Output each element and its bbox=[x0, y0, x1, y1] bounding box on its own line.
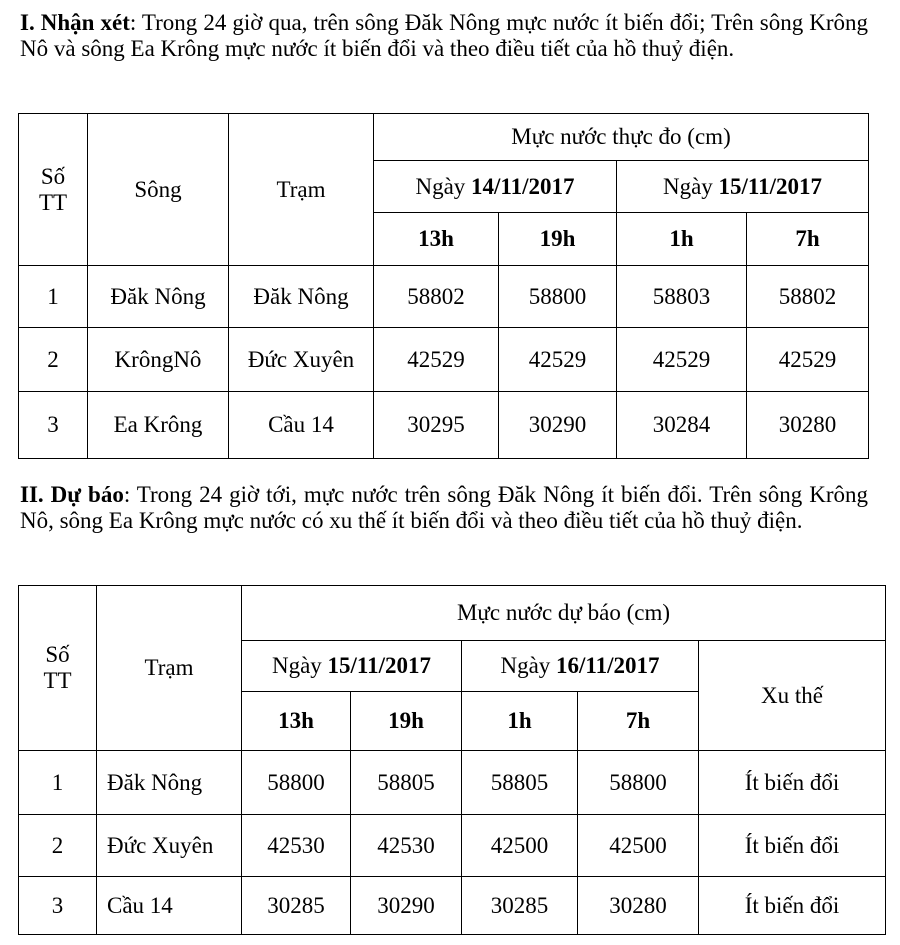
row-value: 58805 bbox=[351, 751, 462, 815]
day1-header bbox=[374, 161, 617, 213]
day2-header bbox=[462, 641, 699, 692]
row-trend: Ít biến đổi bbox=[699, 877, 886, 935]
observation-paragraph bbox=[20, 10, 868, 62]
forecast-water-level-table bbox=[18, 585, 886, 935]
day1-prefix: Ngày bbox=[415, 173, 466, 199]
row-value: 30290 bbox=[351, 877, 462, 935]
stt-header bbox=[19, 586, 97, 751]
stt-header-text: Số TT bbox=[43, 642, 72, 693]
station-header: Trạm bbox=[97, 586, 242, 751]
row-value: 30285 bbox=[242, 877, 351, 935]
row-value: 30285 bbox=[462, 877, 578, 935]
row-stt: 2 bbox=[19, 328, 88, 392]
row-stt: 2 bbox=[19, 815, 97, 877]
hour-header: 1h bbox=[617, 213, 747, 266]
day2-prefix: Ngày bbox=[500, 653, 551, 678]
row-value: 30290 bbox=[499, 392, 617, 459]
row-trend: Ít biến đổi bbox=[699, 751, 886, 815]
table-row bbox=[19, 266, 869, 328]
row-trend: Ít biến đổi bbox=[699, 815, 886, 877]
row-river: KrôngNô bbox=[88, 328, 229, 392]
row-value: 30295 bbox=[374, 392, 499, 459]
row-value: 42529 bbox=[499, 328, 617, 392]
day2-prefix: Ngày bbox=[662, 173, 713, 199]
stt-header-text: Số TT bbox=[38, 163, 68, 215]
row-station: Đức Xuyên bbox=[229, 328, 374, 392]
table-row bbox=[19, 751, 886, 815]
row-value: 58802 bbox=[374, 266, 499, 328]
day2-date: 15/11/2017 bbox=[718, 173, 823, 199]
row-value: 42529 bbox=[747, 328, 869, 392]
hour-header: 7h bbox=[747, 213, 869, 266]
forecast-paragraph bbox=[20, 482, 868, 534]
trend-header: Xu thế bbox=[699, 641, 886, 751]
stt-header bbox=[19, 114, 88, 266]
table-row bbox=[19, 815, 886, 877]
observation-text: : Trong 24 giờ qua, trên sông Đăk Nông mực nước ít biến đổi; Trên sông Krông Nô và sông Ea Krông mực nước ít biến đổi và theo điều tiết của hồ thuỷ điện. bbox=[20, 10, 869, 61]
row-station: Cầu 14 bbox=[229, 392, 374, 459]
row-value: 42530 bbox=[242, 815, 351, 877]
row-river: Ea Krông bbox=[88, 392, 229, 459]
forecast-level-group-header: Mực nước dự báo (cm) bbox=[242, 586, 886, 641]
row-station: Đăk Nông bbox=[97, 751, 242, 815]
observation-heading-label: Nhận xét bbox=[40, 10, 130, 35]
hour-header: 7h bbox=[578, 692, 699, 751]
row-value: 58802 bbox=[747, 266, 869, 328]
row-station: Đức Xuyên bbox=[97, 815, 242, 877]
row-value: 58800 bbox=[499, 266, 617, 328]
river-header: Sông bbox=[88, 114, 229, 266]
row-stt: 3 bbox=[19, 392, 88, 459]
day1-header bbox=[242, 641, 462, 692]
row-value: 42529 bbox=[374, 328, 499, 392]
measured-water-level-table bbox=[18, 113, 869, 459]
station-header: Trạm bbox=[229, 114, 374, 266]
row-river: Đăk Nông bbox=[88, 266, 229, 328]
row-value: 42500 bbox=[578, 815, 699, 877]
row-value: 58803 bbox=[617, 266, 747, 328]
day1-date: 15/11/2017 bbox=[327, 653, 432, 678]
row-station: Đăk Nông bbox=[229, 266, 374, 328]
table-row bbox=[19, 392, 869, 459]
day1-date: 14/11/2017 bbox=[471, 173, 575, 199]
row-stt: 1 bbox=[19, 266, 88, 328]
hour-header: 13h bbox=[242, 692, 351, 751]
row-value: 42529 bbox=[617, 328, 747, 392]
forecast-text: : Trong 24 giờ tới, mực nước trên sông Đăk Nông ít biến đổi. Trên sông Krông Nô, sông Ea Krông mực nước có xu thế ít biến đổi và theo điều tiết của hồ thuỷ điện. bbox=[20, 482, 869, 533]
table-row bbox=[19, 877, 886, 935]
row-value: 42500 bbox=[462, 815, 578, 877]
day2-header bbox=[617, 161, 869, 213]
hour-header: 13h bbox=[374, 213, 499, 266]
observation-heading-number: I. bbox=[20, 10, 35, 35]
row-value: 30280 bbox=[747, 392, 869, 459]
day2-date: 16/11/2017 bbox=[556, 653, 660, 678]
table-row bbox=[19, 328, 869, 392]
row-value: 58805 bbox=[462, 751, 578, 815]
forecast-heading-label: Dự báo bbox=[50, 482, 124, 507]
row-station: Cầu 14 bbox=[97, 877, 242, 935]
row-value: 30280 bbox=[578, 877, 699, 935]
row-stt: 1 bbox=[19, 751, 97, 815]
row-value: 30284 bbox=[617, 392, 747, 459]
hour-header: 19h bbox=[499, 213, 617, 266]
day1-prefix: Ngày bbox=[271, 653, 322, 678]
row-value: 58800 bbox=[578, 751, 699, 815]
row-stt: 3 bbox=[19, 877, 97, 935]
forecast-heading-number: II. bbox=[20, 482, 44, 507]
row-value: 58800 bbox=[242, 751, 351, 815]
row-value: 42530 bbox=[351, 815, 462, 877]
hour-header: 19h bbox=[351, 692, 462, 751]
hour-header: 1h bbox=[462, 692, 578, 751]
measured-level-group-header: Mực nước thực đo (cm) bbox=[374, 114, 869, 161]
